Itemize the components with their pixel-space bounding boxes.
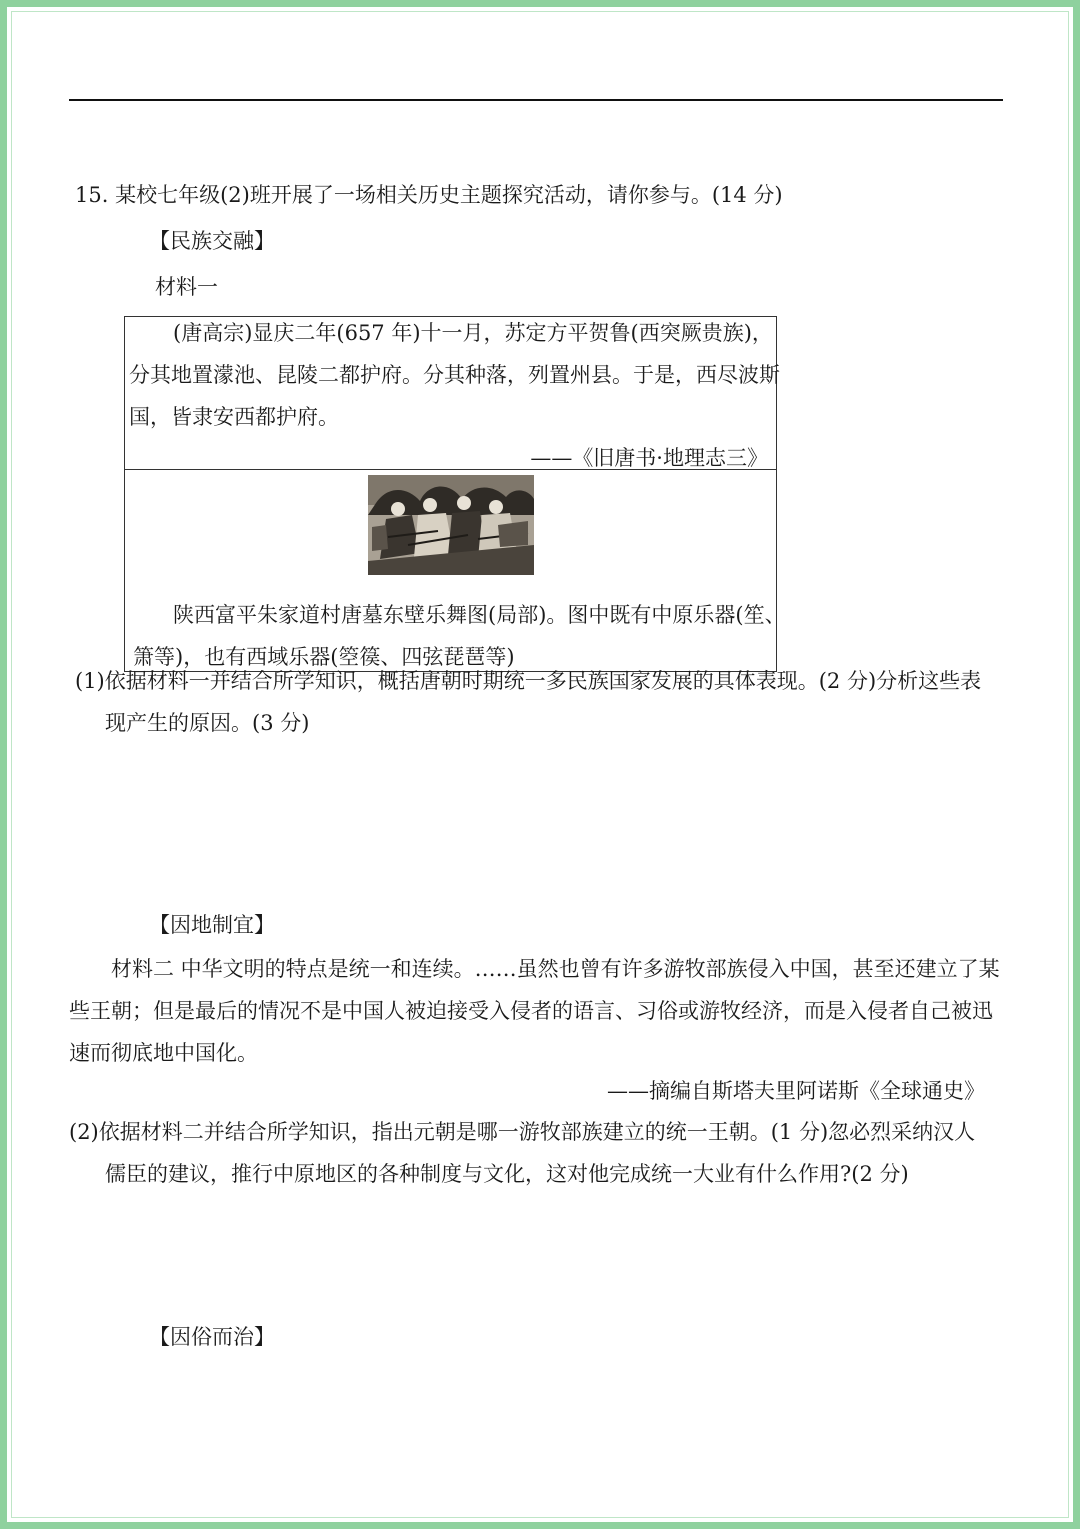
material-2-source: ——摘编自斯塔夫里阿诺斯《全球通史》 bbox=[607, 1079, 985, 1103]
material-1-label: 材料一 bbox=[155, 275, 218, 299]
material-1-source: ——《旧唐书·地理志三》 bbox=[530, 446, 768, 470]
header-rule bbox=[69, 99, 1003, 101]
material-1-text-line2: 分其地置濛池、昆陵二都护府。分其种落，列置州县。于是，西尽波斯 bbox=[129, 363, 780, 387]
question-15-title: 15. 某校七年级(2)班开展了一场相关历史主题探究活动，请你参与。(14 分) bbox=[75, 183, 783, 207]
material-1-text-line3: 国，皆隶安西都护府。 bbox=[129, 405, 339, 429]
question-2-line1: (2)依据材料二并结合所学知识，指出元朝是哪一游牧部族建立的统一王朝。(1 分)忽必烈采纳汉人 bbox=[69, 1120, 976, 1144]
image-caption-line1: 陕西富平朱家道村唐墓东壁乐舞图(局部)。图中既有中原乐器(笙、 bbox=[173, 603, 786, 627]
tang-tomb-mural-image bbox=[368, 475, 534, 575]
section-heading-local-conditions: 【因地制宜】 bbox=[149, 913, 275, 937]
material-1-text-line1: (唐高宗)显庆二年(657 年)十一月，苏定方平贺鲁(西突厥贵族)， bbox=[173, 321, 773, 345]
question-2-line2: 儒臣的建议，推行中原地区的各种制度与文化，这对他完成统一大业有什么作用?(2 分) bbox=[105, 1162, 909, 1186]
material-1-divider bbox=[125, 469, 776, 470]
material-1-box bbox=[124, 316, 786, 672]
question-1-line2: 现产生的原因。(3 分) bbox=[105, 711, 310, 735]
section-heading-customs-governance: 【因俗而治】 bbox=[149, 1325, 275, 1349]
image-caption-line2: 箫等)，也有西域乐器(箜篌、四弦琵琶等) bbox=[133, 645, 515, 669]
section-heading-ethnic-integration: 【民族交融】 bbox=[149, 229, 275, 253]
material-2-text: 材料二 中华文明的特点是统一和连续。……虽然也曾有许多游牧部族侵入中国，甚至还建立了某些王朝；但是最后的情况不是中国人被迫接受入侵者的语言、习俗或游牧经济，而是入侵者自己被迅速而彻底地中国化。 bbox=[69, 957, 1000, 1065]
question-1-line1: (1)依据材料一并结合所学知识，概括唐朝时期统一多民族国家发展的具体表现。(2 分)分析这些表 bbox=[75, 669, 982, 693]
